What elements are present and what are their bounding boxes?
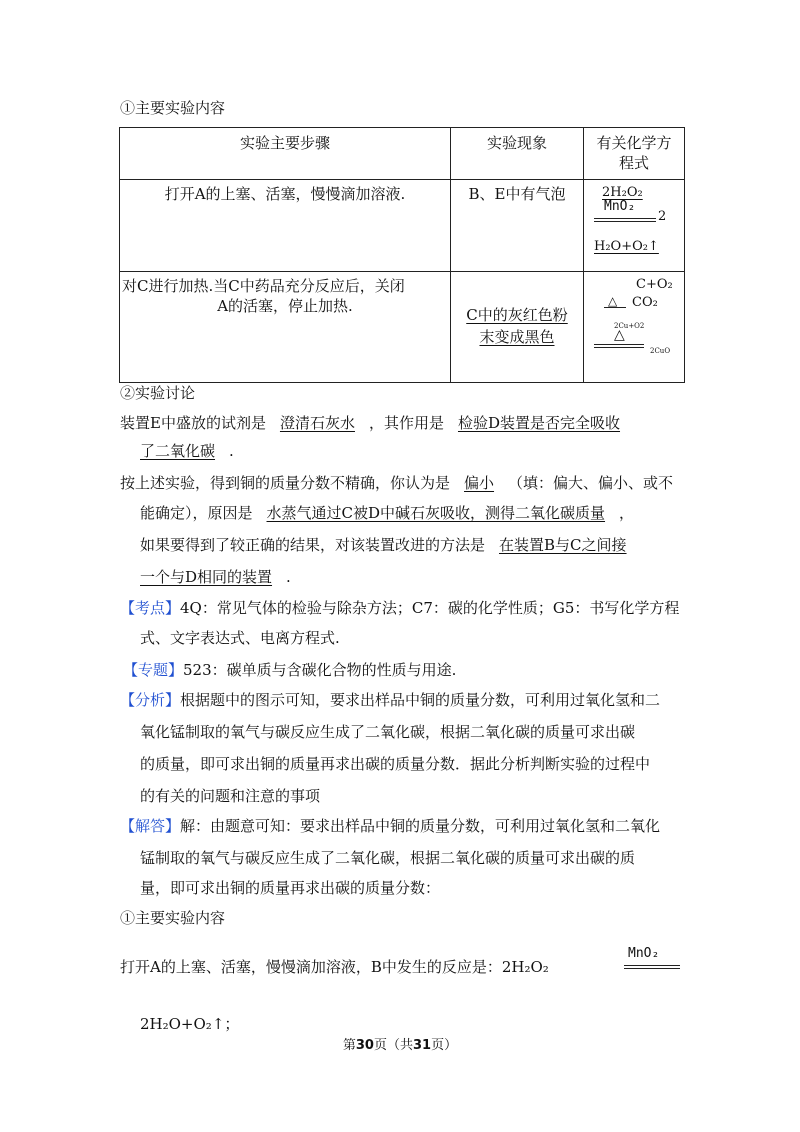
zhuanti-line: 【专题】523：碳单质与含碳化合物的性质与用途. (123, 661, 457, 679)
zhuanti-label: 【专题】 (123, 661, 184, 679)
section-title-discussion: ②实验讨论 (120, 384, 196, 402)
section-title-main-content: ①主要实验内容 (120, 99, 226, 117)
question1-line2: 了二氧化碳 . (140, 442, 234, 460)
final-reaction-line: 打开A的上塞、活塞，慢慢滴加溶液，B中发生的反应是：2H₂O₂ (120, 958, 549, 976)
jieda-line3: 量，即可求出铜的质量再求出碳的质量分数： (140, 879, 441, 897)
current-page: 30 (355, 1038, 374, 1053)
final-product-line: 2H₂O+O₂↑； (140, 1015, 240, 1033)
question1-line1: 装置E中盛放的试剂是 澄清石灰水 ，其作用是 检验D装置是否完全吸收 (120, 414, 621, 432)
question2-line3: 如果要得到了较正确的结果，对该装置改进的方法是 在装置B与C之间接 (140, 536, 627, 554)
page-footer: 第30页（共31页） (342, 1038, 458, 1053)
question2-line1: 按上述实验，得到铜的质量分数不精确，你认为是 偏小 （填：偏大、偏小、或不 (120, 474, 674, 492)
kaodian-label: 【考点】 (120, 599, 181, 617)
table-row2-equation: C+O₂ △ CO₂ 2Cu+O2 △ 2CuO (584, 272, 685, 383)
final-reaction-arrow (624, 965, 680, 969)
answer-improvement: 在装置B与C之间接 (499, 536, 627, 554)
jieda-label: 【解答】 (120, 817, 181, 835)
fenxi-line4: 的有关的问题和注意的事项 (140, 787, 321, 805)
kaodian-line1: 【考点】4Q：常见气体的检验与除杂方法；C7：碳的化学性质；G5：书写化学方程 (120, 599, 680, 617)
question2-line2: 能确定），原因是 水蒸气通过C被D中碱石灰吸收，测得二氧化碳质量 ， (140, 504, 635, 522)
question2-line4: 一个与D相同的装置 . (140, 568, 291, 586)
experiment-table (119, 127, 685, 383)
final-catalyst: MnO₂ (628, 946, 660, 961)
kaodian-line2: 式、文字表达式、电离方程式. (140, 629, 340, 647)
fenxi-label: 【分析】 (120, 691, 181, 709)
answer-reason: 水蒸气通过C被D中碱石灰吸收，测得二氧化碳质量 (266, 504, 606, 522)
section-title-main-content-repeat: ①主要实验内容 (120, 909, 226, 927)
table-row2-phenomenon: C中的灰红色粉 末变成黑色 (451, 272, 584, 383)
table-row1-equation: 2H₂O₂ MnO₂ 2 H₂O+O₂↑ (584, 180, 685, 272)
table-row1-step: 打开A的上塞、活塞，慢慢滴加溶液. (120, 180, 451, 272)
answer-result: 偏小 (464, 474, 495, 492)
table-header-steps: 实验主要步骤 (120, 128, 451, 180)
jieda-line1: 【解答】解：由题意可知：要求出样品中铜的质量分数，可利用过氧化氢和二氧化 (120, 817, 661, 835)
fenxi-line2: 氧化锰制取的氧气与碳反应生成了二氧化碳，根据二氧化碳的质量可求出碳 (140, 723, 636, 741)
total-pages: 31 (413, 1038, 432, 1053)
answer-purpose: 检验D装置是否完全吸收 (457, 414, 621, 432)
fenxi-line1: 【分析】根据题中的图示可知，要求出样品中铜的质量分数，可利用过氧化氢和二 (120, 691, 661, 709)
fenxi-line3: 的质量，即可求出铜的质量再求出碳的质量分数．据此分析判断实验的过程中 (140, 755, 651, 773)
table-row2-step: 对C进行加热.当C中药品充分反应后，关闭 A的活塞，停止加热. (120, 272, 451, 383)
table-header-phenomenon: 实验现象 (451, 128, 584, 180)
jieda-line2: 锰制取的氧气与碳反应生成了二氧化碳，根据二氧化碳的质量可求出碳的质 (140, 849, 636, 867)
table-header-equation: 有关化学方 程式 (584, 128, 685, 180)
answer-reagent: 澄清石灰水 (279, 414, 355, 432)
table-row1-phenomenon: B、E中有气泡 (451, 180, 584, 272)
